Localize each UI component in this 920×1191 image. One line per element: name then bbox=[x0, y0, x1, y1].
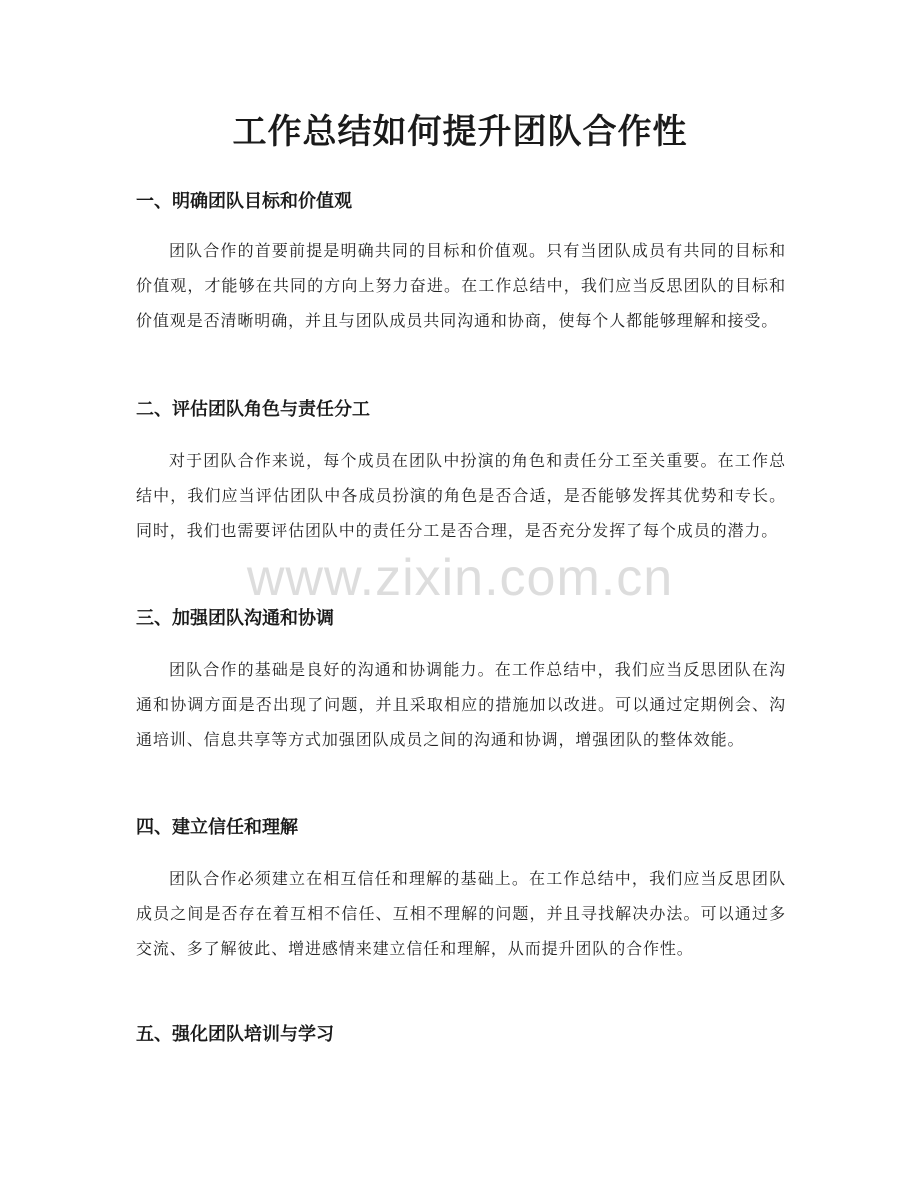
section-body-3: 团队合作的基础是良好的沟通和协调能力。在工作总结中，我们应当反思团队在沟通和协调方面是否出现了问题，并且采取相应的措施加以改进。可以通过定期例会、沟通培训、信息共享等方式加强团队成员之间的沟通和协调，增强团队的整体效能。 bbox=[136, 660, 786, 749]
section-heading-1: 一、明确团队目标和价值观 bbox=[136, 191, 352, 212]
section-heading-5: 五、强化团队培训与学习 bbox=[136, 1024, 334, 1045]
section-heading-2: 二、评估团队角色与责任分工 bbox=[136, 399, 370, 420]
document-title: 工作总结如何提升团队合作性 bbox=[232, 112, 688, 152]
section-heading-4: 四、建立信任和理解 bbox=[136, 817, 298, 838]
section-body-1: 团队合作的首要前提是明确共同的目标和价值观。只有当团队成员有共同的目标和价值观，才能够在共同的方向上努力奋进。在工作总结中，我们应当反思团队的目标和价值观是否清晰明确，并且与团队成员共同沟通和协商，使每个人都能够理解和接受。 bbox=[136, 241, 786, 330]
watermark-text: www.zixin.com.cn bbox=[246, 549, 674, 607]
section-body-4: 团队合作必须建立在相互信任和理解的基础上。在工作总结中，我们应当反思团队成员之间是否存在着互相不信任、互相不理解的问题，并且寻找解决办法。可以通过多交流、多了解彼此、增进感情来建立信任和理解，从而提升团队的合作性。 bbox=[136, 869, 786, 958]
section-body-2: 对于团队合作来说，每个成员在团队中扮演的角色和责任分工至关重要。在工作总结中，我们应当评估团队中各成员扮演的角色是否合适，是否能够发挥其优势和专长。同时，我们也需要评估团队中的责任分工是否合理，是否充分发挥了每个成员的潜力。 bbox=[136, 451, 786, 540]
section-heading-3: 三、加强团队沟通和协调 bbox=[136, 608, 334, 629]
